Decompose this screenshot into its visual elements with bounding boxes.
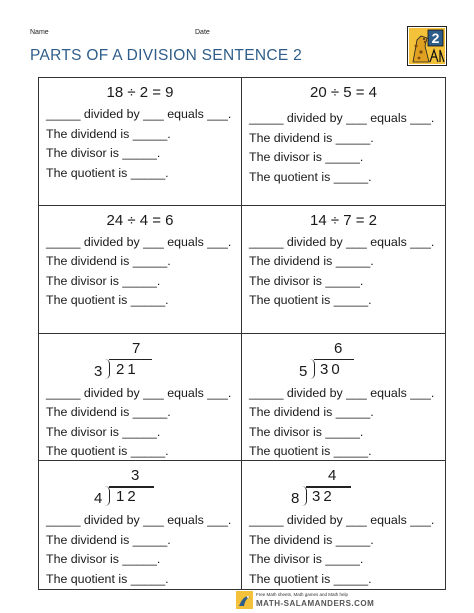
divisor-line: The divisor is _____.: [46, 146, 161, 160]
footer-brand[interactable]: MATH-SALAMANDERS.COM: [256, 599, 375, 608]
answer-lines: [249, 511, 441, 589]
sentence-line: _____ divided by ___ equals ___.: [46, 385, 232, 400]
divisor: 5: [299, 362, 308, 380]
quotient: 3: [131, 467, 140, 485]
divisor-line: The divisor is _____.: [249, 424, 364, 439]
sentence-line: _____ divided by ___ equals ___.: [46, 513, 232, 528]
equation: 14 ÷ 7 = 2: [309, 211, 378, 229]
divisor: 4: [94, 490, 103, 508]
answer-lines: [46, 105, 237, 183]
page-title: PARTS OF A DIVISION SENTENCE 2: [30, 47, 302, 64]
name-label: Name: [30, 29, 49, 36]
date-label: Date: [195, 29, 210, 36]
divisor-line: The divisor is _____.: [46, 273, 161, 288]
divisor-line: The divisor is _____.: [249, 273, 364, 288]
problem-cell-2: [242, 78, 445, 206]
long-division: [242, 340, 445, 384]
answer-lines: [249, 109, 441, 187]
equation: 20 ÷ 5 = 4: [309, 84, 378, 101]
dividend-line: The dividend is _____.: [46, 405, 171, 419]
equation: 24 ÷ 4 = 6: [106, 211, 174, 229]
footer: [232, 591, 462, 611]
quotient-line: The quotient is _____.: [249, 293, 372, 308]
dividend: 21: [116, 360, 139, 378]
sentence-line: _____ divided by ___ equals ___.: [46, 107, 232, 121]
answer-lines: [46, 384, 237, 462]
problem-cell-7: [39, 461, 242, 589]
dividend-line: The dividend is _____.: [249, 532, 374, 547]
long-division: [39, 340, 241, 384]
divisor: 3: [94, 362, 103, 380]
sentence-line: _____ divided by ___ equals ___.: [249, 111, 435, 125]
problem-cell-1: [39, 78, 242, 206]
answer-lines: [46, 233, 237, 311]
dividend-line: The dividend is _____.: [46, 532, 171, 547]
quotient-line: The quotient is _____.: [249, 571, 372, 586]
equation: 18 ÷ 2 = 9: [106, 84, 174, 101]
footer-tagline: Free Math sheets, Math games and Math help: [256, 592, 349, 597]
sentence-line: _____ divided by ___ equals ___.: [46, 234, 232, 249]
quotient: 6: [334, 339, 343, 357]
dividend: 32: [312, 488, 335, 506]
sentence-line: _____ divided by ___ equals ___.: [249, 234, 435, 249]
dividend-line: The dividend is _____.: [249, 405, 374, 419]
sentence-line: _____ divided by ___ equals ___.: [249, 385, 435, 400]
salamander-logo-icon: [236, 591, 253, 609]
problem-cell-3: [39, 206, 242, 334]
dividend-line: The dividend is _____.: [249, 254, 374, 269]
problem-cell-6: [242, 334, 445, 462]
divisor-line: The divisor is _____.: [249, 552, 364, 567]
answer-lines: [46, 511, 237, 589]
problems-grid: [38, 77, 446, 590]
quotient: 7: [132, 339, 141, 357]
giraffe-icon: [407, 26, 447, 66]
division-bracket: [105, 486, 110, 506]
quotient-line: The quotient is _____.: [46, 293, 169, 308]
quotient-line: The quotient is _____.: [46, 571, 169, 586]
dividend-line: The dividend is _____.: [46, 254, 171, 269]
quotient: 4: [328, 467, 337, 485]
dividend-line: The dividend is _____.: [46, 126, 171, 141]
quotient-line: The quotient is _____.: [249, 169, 372, 184]
answer-lines: [249, 233, 441, 311]
division-bracket: [105, 359, 110, 379]
dividend-line: The dividend is _____.: [249, 130, 374, 145]
sentence-line: _____ divided by ___ equals ___.: [249, 513, 435, 528]
answer-lines: [249, 384, 441, 462]
divisor: 8: [291, 490, 300, 508]
dividend: 12: [116, 488, 139, 506]
quotient-line: The quotient is _____.: [46, 444, 169, 458]
divisor-line: The divisor is _____.: [249, 150, 364, 164]
divisor-line: The divisor is _____.: [46, 552, 161, 567]
division-bracket: [310, 359, 315, 379]
problem-cell-8: [242, 461, 445, 589]
long-division: [39, 467, 241, 511]
problem-cell-4: [242, 206, 445, 334]
logo-badge: 2: [431, 30, 440, 46]
long-division: [242, 467, 445, 511]
quotient-line: The quotient is _____.: [249, 444, 372, 458]
divisor-line: The divisor is _____.: [46, 424, 161, 439]
quotient-line: The quotient is _____.: [46, 165, 169, 180]
dividend: 30: [320, 360, 343, 378]
problem-cell-5: [39, 334, 242, 462]
division-bracket: [302, 486, 307, 506]
